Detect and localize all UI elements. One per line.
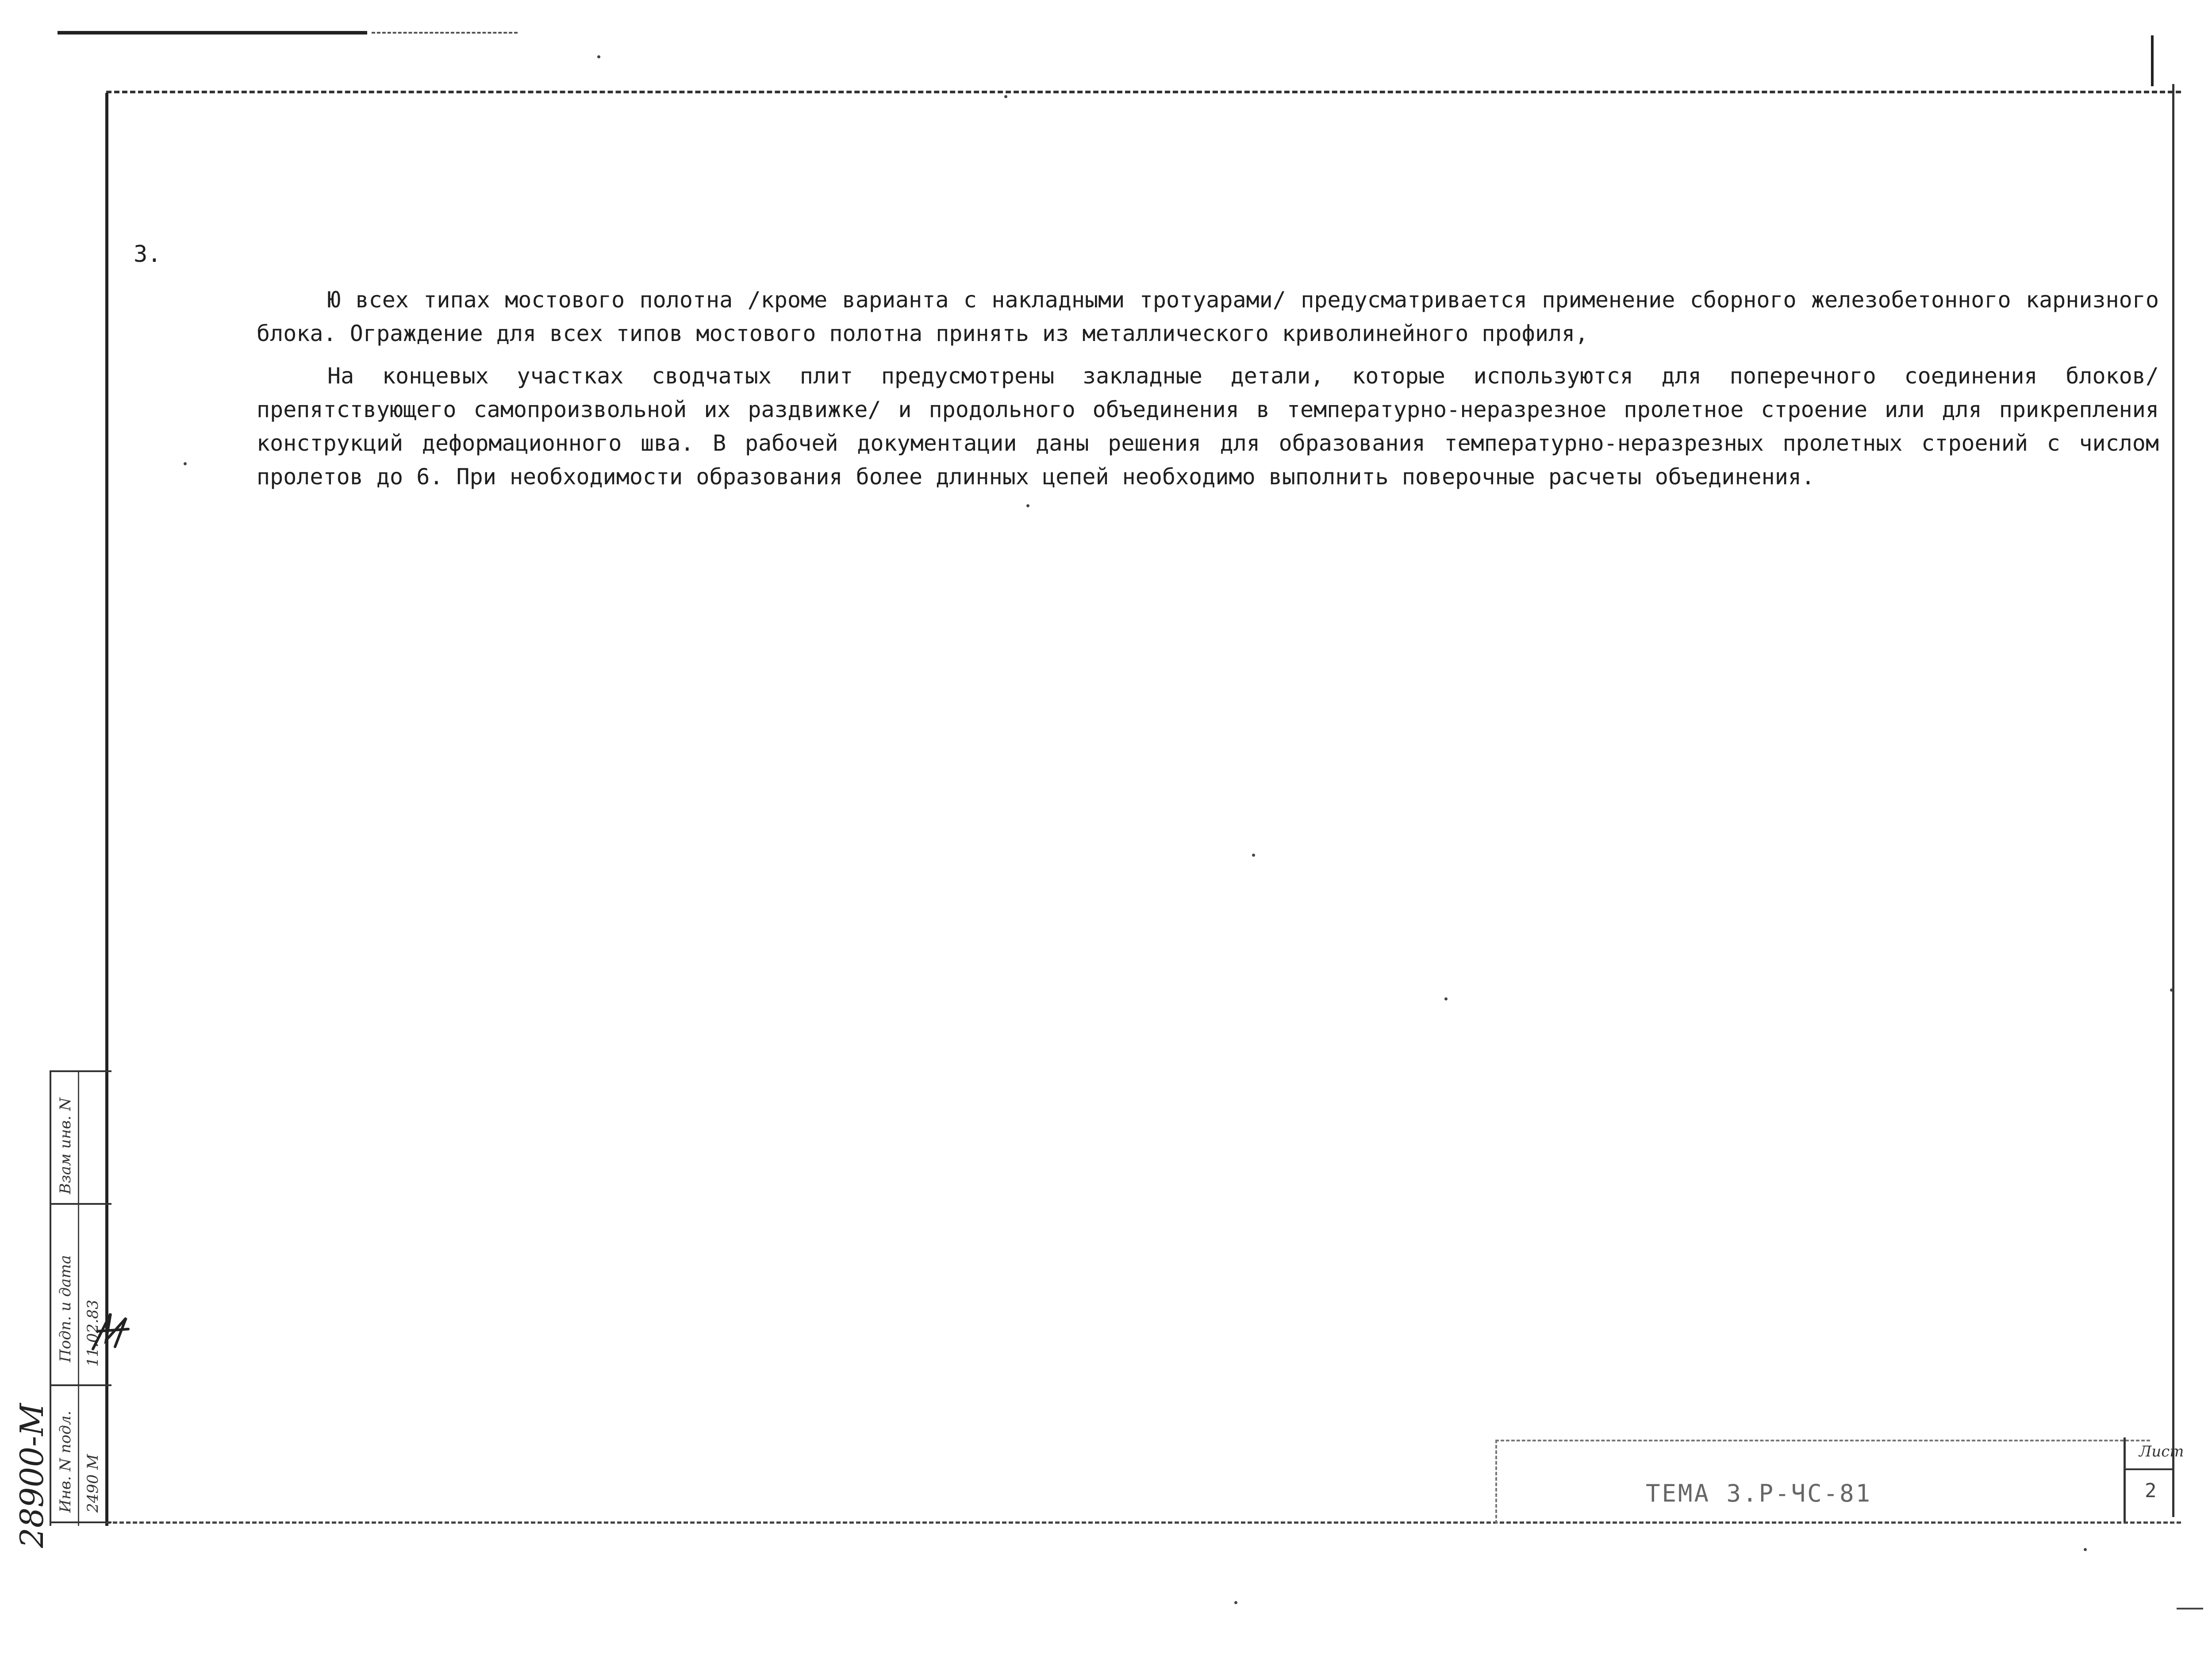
signature-mark bbox=[84, 1305, 137, 1358]
scan-speck bbox=[1234, 1601, 1237, 1604]
sheet-label: Лист bbox=[2139, 1443, 2184, 1460]
top-rule bbox=[58, 31, 367, 34]
margin-stamp-line bbox=[50, 1203, 111, 1205]
paragraph-2: На концевых участках сводчатых плит предусмотрены закладные детали, которые используются для поперечного соединения блоков/препятствующего самопроизвольной их раздвижке/ и продольного объединения в температурно-неразрезное пролетное строение или для прикрепления конструкций деформационного шва. В рабочей документации даны решения для образования температурно-неразрезных пролетных строений с числом пролетов до 6. При необходимости образования более длинных цепей необходимо выполнить поверочные расчеты объединения. bbox=[257, 363, 2159, 490]
stamp-cell-inv-original: Инв. N подл. bbox=[57, 1410, 74, 1513]
frame-top-border bbox=[106, 91, 2181, 93]
section-number: 3. bbox=[134, 241, 161, 268]
stamp-cell-date: 11.02.83 bbox=[84, 1299, 102, 1367]
body-text bbox=[257, 283, 2159, 502]
margin-stamp-line bbox=[50, 1070, 111, 1072]
margin-stamp-line bbox=[50, 1384, 111, 1386]
scan-speck bbox=[1252, 854, 1255, 857]
frame-right-border bbox=[2172, 84, 2174, 1517]
corner-tick bbox=[2151, 35, 2154, 86]
stamp-cell-replaces-inv: Взам инв. N bbox=[57, 1097, 74, 1194]
scan-speck bbox=[1026, 504, 1029, 507]
sheet-box-divider bbox=[2124, 1468, 2172, 1470]
margin-stamp-line bbox=[50, 1521, 111, 1523]
sheet-number: 2 bbox=[2145, 1479, 2157, 1502]
title-block-top bbox=[1495, 1440, 2150, 1441]
frame-bottom-border bbox=[106, 1521, 2181, 1524]
scan-speck bbox=[1444, 997, 1448, 1000]
scan-speck bbox=[597, 55, 600, 58]
stamp-cell-inv-number: 2490 М bbox=[84, 1454, 102, 1513]
archive-number: 28900-М bbox=[13, 1403, 50, 1548]
title-block-left bbox=[1495, 1440, 1497, 1524]
bottom-right-rule bbox=[2177, 1608, 2203, 1609]
document-code: ТЕМА 3.Р-ЧС-81 bbox=[1646, 1479, 1872, 1507]
scan-speck bbox=[2084, 1548, 2087, 1551]
scan-speck bbox=[1004, 95, 1007, 98]
paragraph-1: Ю всех типах мостового полотна /кроме варианта с накладными тротуарами/ предусматривается применение сборного железобетонного карнизного блока. Ограждение для всех типов мостового полотна принять из металлического криволинейного профиля, bbox=[257, 287, 2159, 346]
margin-stamp-divider bbox=[78, 1070, 79, 1526]
scan-speck bbox=[184, 462, 187, 465]
stamp-cell-signature-date: Подп. и дата bbox=[57, 1255, 74, 1362]
scan-speck bbox=[2170, 989, 2173, 992]
top-rule-dashed bbox=[372, 32, 518, 34]
